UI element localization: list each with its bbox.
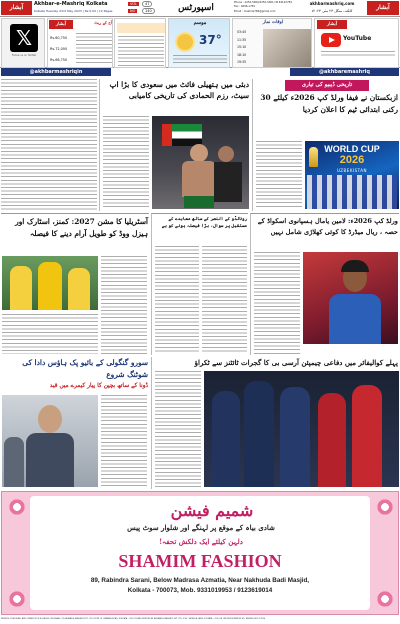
- article-ganguly: [1, 357, 149, 489]
- temperature: 37°: [199, 33, 222, 47]
- headline: سورو گنگولی کے بائیو پک ہاؤس دادا کی شوٹنگ شروع: [22, 358, 148, 379]
- prayer-time: 15:10: [237, 45, 247, 49]
- trophy-icon: [309, 147, 318, 167]
- world-cup-graphic: WORLD CUP 2026 UZBEKISTAN: [305, 141, 399, 209]
- australia-photo: [2, 256, 98, 310]
- imprint-line: PRINTED, PUBLISHED AND OWNED BY M.W. HAQUE ON BEHALF OF AKHBAR-E-MASHRIQ PVT. LTD. FROM 13, ZAKARIA ROAD, KOLKATA - 700 073 AND PRINTED AT AKHBAR-E-MASHRIQ PVT. LTD. 3/33, TALTALLA LANE, KOLKATA - 700 014. RNI REGISTRATION NO. WBURD/2011/37036: [1, 618, 266, 620]
- ad-brand-en: SHAMIM FASHION: [118, 551, 282, 571]
- paper-name: Akhbar-e-Mashriq Kolkata: [34, 1, 108, 7]
- urdu-date: کلکتہ، منگل ۲۳ مئی ۲۰۲۳ء: [311, 9, 353, 13]
- masthead: [0, 0, 400, 25]
- prayer-time: 03:45: [237, 30, 247, 34]
- sun-icon: [177, 34, 193, 50]
- prayer-time: 18:10: [237, 52, 247, 57]
- x-logo-icon: 𝕏: [10, 24, 38, 52]
- prayer-time: 11:35: [237, 37, 247, 42]
- headline: ورلڈ کپ 2026ء: لامین یامال ہسپانوی اسکواڈ کے حصہ ، ریال میڈرڈ کا کوئی کھلاڑی شامل نہیں: [257, 217, 398, 236]
- logo-right[interactable]: آبشار مشرق: [367, 1, 399, 15]
- ganguly-photo: [2, 395, 98, 487]
- subheadline: ڈونا کے ساتھ بچپن کا پیار کیمرے میں قید: [49, 383, 148, 389]
- flower-icon: [8, 590, 26, 608]
- article-spain: [250, 213, 399, 355]
- flower-icon: [376, 498, 394, 516]
- flower-icon: [376, 590, 394, 608]
- headline: پہلے کوالیفائر میں دفاعی چیمپئن آرسی بی کا گجرات ٹائٹنز سے ٹکراؤ: [194, 358, 398, 367]
- headline: دبئی میں ہتھیلی فائٹ میں سعودی کا بڑا اپ سیٹ، رزم الحمادی کی تاریخی کامیابی: [109, 80, 249, 100]
- twitter-card[interactable]: 𝕏 Follow us on Twitter: [1, 18, 45, 68]
- youtube-card[interactable]: آبشار YouTube: [314, 18, 399, 68]
- rates-box: آبشار آج کے ریٹ Rs.60,750 Rs.72,000 Rs.66,750: [47, 18, 113, 68]
- fight-photo: [152, 116, 249, 209]
- ad-brand-urdu: شمیم فیشن: [170, 501, 254, 520]
- vol-box: VOL 47 NO 140: [127, 1, 159, 16]
- rates-badge: آبشار: [49, 20, 73, 29]
- article-australia: [1, 213, 149, 355]
- rates-box-2: [114, 18, 166, 68]
- rate-value: Rs.60,750: [50, 36, 68, 40]
- shamim-fashion-ad[interactable]: [1, 491, 399, 615]
- ad-address-2: Kolkata - 700073, Mob. 9331019953 / 9123619014: [127, 587, 273, 594]
- ad-address-1: 89, Rabindra Sarani, Below Madrasa Azmatia, Near Nakhuda Badi Masjid,: [90, 577, 310, 584]
- kicker: تاریخی ڈیبیو کی تیاری: [285, 80, 369, 91]
- dateline: Kolkata Tuesday 23rd May 2023 | Rs.5.00 | 12 Pages: [34, 9, 113, 13]
- article-dubai-fight: [99, 79, 250, 211]
- banner-row: [0, 18, 400, 68]
- headline: ازبکستان نے فیفا ورلڈ کپ 2026ء کیلئے 30 رکنی ابتدائی ٹیم کا اعلان کردیا: [260, 93, 398, 114]
- rate-value: Rs.66,750: [50, 58, 68, 62]
- contact-block: Phone : 2252-5000/2252-5001/ 9163122784 Fax : 4066-1745 Email : mashriq786@gmail.com: [234, 1, 292, 13]
- headline: آسٹریلیا کا مشن 2027: کمنز، اسٹارک اور ہیزل ووڈ کو طویل آرام دینے کا فیصلہ: [15, 217, 148, 238]
- headline: رونالڈو کے النصر کے ساتھ معاہدے کے مستقبل پر سوال، بڑا فیصلہ ہونے کو ہے: [161, 217, 247, 229]
- logo-left[interactable]: آبشار: [1, 1, 32, 15]
- weather-box: موسم 37°: [168, 18, 230, 68]
- rate-value: Rs.72,000: [50, 47, 68, 51]
- section-title: اسپورٹس: [178, 3, 214, 13]
- ad-tagline: شادی بیاہ کے موقع پر لہنگے اور شلوار سوٹ پیس: [127, 523, 275, 532]
- article-ipl: [151, 357, 399, 489]
- prayer-time: 19:35: [237, 60, 247, 64]
- twitter-handle[interactable]: @akhbarmashriqin: [1, 68, 111, 76]
- youtube-icon: [321, 33, 341, 47]
- article-left-column: [1, 79, 97, 211]
- ad-tagline-2: دلہن کیلئے ایک دلکش تحفہ!: [159, 537, 243, 546]
- yamal-photo: [303, 252, 398, 344]
- flower-icon: [8, 498, 26, 516]
- prayer-times: اوقات نماز 03:45 11:35 15:10 18:10 19:35: [232, 18, 312, 68]
- article-ronaldo: [151, 213, 248, 355]
- handles-row: [0, 68, 400, 77]
- article-uzbekistan: [252, 79, 399, 211]
- youtube-handle[interactable]: @akhbaremashriq: [290, 68, 399, 76]
- website-link[interactable]: akhbarmashriq.com: [309, 1, 355, 6]
- photo-placeholder: [263, 29, 311, 67]
- ipl-photo: [204, 371, 399, 487]
